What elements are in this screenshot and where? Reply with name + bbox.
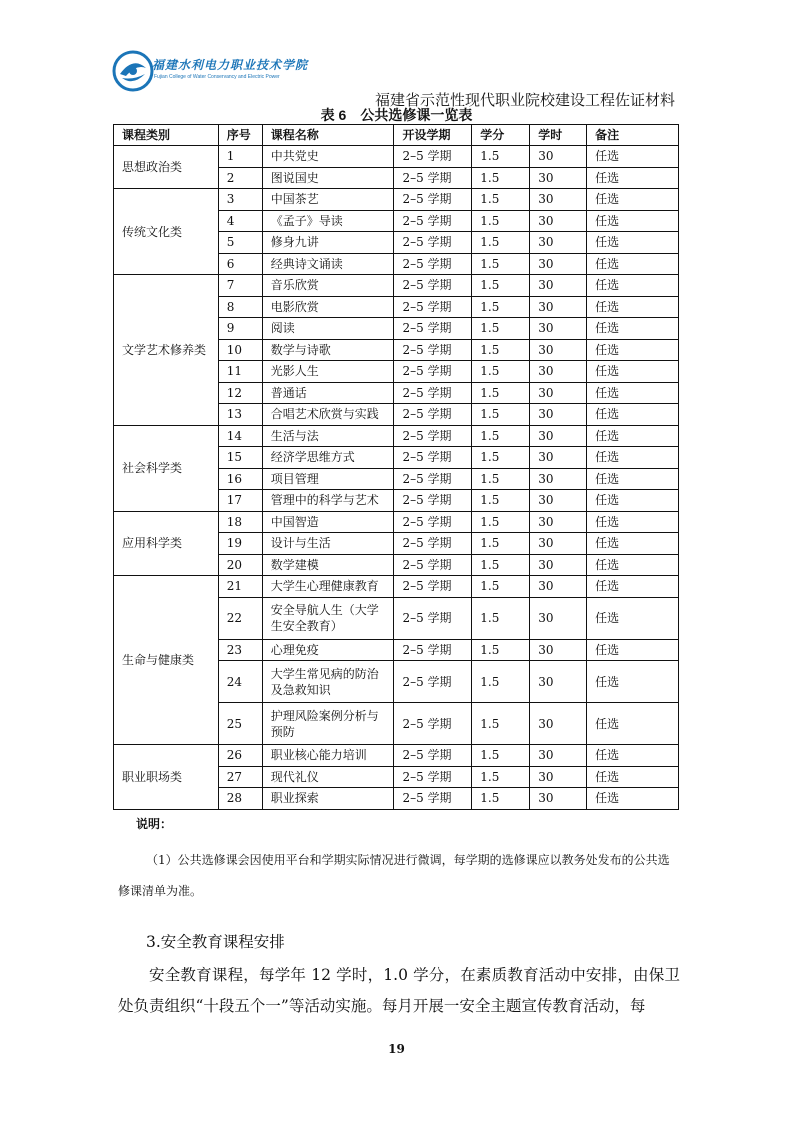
table-row: [114, 146, 679, 168]
table-row: [114, 189, 679, 211]
document-header-title: 福建省示范性现代职业院校建设工程佐证材料: [374, 92, 675, 109]
course-note: 任选: [587, 339, 679, 361]
header-term: 开设学期: [394, 125, 472, 146]
notes-label: 说明：: [136, 817, 173, 831]
course-number: 4: [218, 210, 262, 232]
course-term: 2–5 学期: [394, 468, 472, 490]
course-name: 音乐欣赏: [262, 275, 394, 297]
course-number: 23: [218, 639, 262, 661]
course-hours: 30: [530, 554, 587, 576]
course-number: 24: [218, 661, 262, 703]
table-row: [114, 511, 679, 533]
course-term: 2–5 学期: [394, 766, 472, 788]
course-name: 护理风险案例分析与预防: [262, 703, 394, 745]
course-term: 2–5 学期: [394, 511, 472, 533]
course-name: 项目管理: [262, 468, 394, 490]
course-term: 2–5 学期: [394, 661, 472, 703]
course-term: 2–5 学期: [394, 576, 472, 598]
course-name: 中国茶艺: [262, 189, 394, 211]
course-category: 文学艺术修养类: [114, 275, 219, 426]
course-name: 《孟子》导读: [262, 210, 394, 232]
course-hours: 30: [530, 296, 587, 318]
course-name: 普通话: [262, 382, 394, 404]
courses-table-body: [114, 146, 679, 810]
course-number: 3: [218, 189, 262, 211]
table-header-row: [114, 125, 679, 146]
course-note: 任选: [587, 639, 679, 661]
course-term: 2–5 学期: [394, 597, 472, 639]
course-credit: 1.5: [472, 382, 530, 404]
course-hours: 30: [530, 511, 587, 533]
course-term: 2–5 学期: [394, 253, 472, 275]
course-note: 任选: [587, 597, 679, 639]
course-credit: 1.5: [472, 318, 530, 340]
course-note: 任选: [587, 361, 679, 383]
courses-table: [113, 124, 679, 810]
course-hours: 30: [530, 490, 587, 512]
course-hours: 30: [530, 210, 587, 232]
course-number: 11: [218, 361, 262, 383]
course-hours: 30: [530, 318, 587, 340]
course-credit: 1.5: [472, 339, 530, 361]
course-number: 19: [218, 533, 262, 555]
college-logo: [112, 50, 309, 92]
course-credit: 1.5: [472, 189, 530, 211]
course-category: 社会科学类: [114, 425, 219, 511]
course-name: 管理中的科学与艺术: [262, 490, 394, 512]
course-term: 2–5 学期: [394, 533, 472, 555]
course-number: 27: [218, 766, 262, 788]
course-credit: 1.5: [472, 210, 530, 232]
table-row: [114, 425, 679, 447]
course-term: 2–5 学期: [394, 788, 472, 810]
course-term: 2–5 学期: [394, 425, 472, 447]
course-credit: 1.5: [472, 167, 530, 189]
course-hours: 30: [530, 661, 587, 703]
course-credit: 1.5: [472, 745, 530, 767]
header-hours: 学时: [530, 125, 587, 146]
course-note: 任选: [587, 275, 679, 297]
course-credit: 1.5: [472, 447, 530, 469]
course-hours: 30: [530, 167, 587, 189]
course-number: 2: [218, 167, 262, 189]
course-hours: 30: [530, 361, 587, 383]
course-note: 任选: [587, 318, 679, 340]
course-term: 2–5 学期: [394, 361, 472, 383]
course-number: 7: [218, 275, 262, 297]
course-term: 2–5 学期: [394, 210, 472, 232]
course-note: 任选: [587, 382, 679, 404]
course-name: 图说国史: [262, 167, 394, 189]
table-row: [114, 275, 679, 297]
course-credit: 1.5: [472, 661, 530, 703]
course-credit: 1.5: [472, 554, 530, 576]
course-term: 2–5 学期: [394, 275, 472, 297]
course-hours: 30: [530, 639, 587, 661]
course-hours: 30: [530, 468, 587, 490]
course-note: 任选: [587, 703, 679, 745]
course-number: 18: [218, 511, 262, 533]
course-note: 任选: [587, 146, 679, 168]
course-note: 任选: [587, 447, 679, 469]
header-category: 课程类别: [114, 125, 219, 146]
course-number: 22: [218, 597, 262, 639]
course-term: 2–5 学期: [394, 554, 472, 576]
course-name: 修身九讲: [262, 232, 394, 254]
page-number: 19: [388, 1042, 405, 1056]
college-emblem-icon: [112, 50, 154, 92]
course-number: 17: [218, 490, 262, 512]
course-note: 任选: [587, 468, 679, 490]
course-name: 设计与生活: [262, 533, 394, 555]
course-number: 13: [218, 404, 262, 426]
course-hours: 30: [530, 766, 587, 788]
course-term: 2–5 学期: [394, 232, 472, 254]
course-term: 2–5 学期: [394, 745, 472, 767]
course-note: 任选: [587, 554, 679, 576]
course-name: 经典诗文诵读: [262, 253, 394, 275]
header-course-name: 课程名称: [262, 125, 394, 146]
course-number: 8: [218, 296, 262, 318]
course-name: 中共党史: [262, 146, 394, 168]
logo-subtext: Fujian College of Water Conservancy and Electric Power: [154, 74, 280, 80]
course-hours: 30: [530, 339, 587, 361]
course-hours: 30: [530, 189, 587, 211]
course-hours: 30: [530, 404, 587, 426]
course-credit: 1.5: [472, 146, 530, 168]
course-name: 职业探索: [262, 788, 394, 810]
course-note: 任选: [587, 745, 679, 767]
notes-text: （1）公共选修课会因使用平台和学期实际情况进行微调，每学期的选修课应以教务处发布的公共选修课清单为准。: [118, 853, 670, 898]
course-number: 20: [218, 554, 262, 576]
course-name: 心理免疫: [262, 639, 394, 661]
course-name: 合唱艺术欣赏与实践: [262, 404, 394, 426]
course-name: 生活与法: [262, 425, 394, 447]
course-credit: 1.5: [472, 511, 530, 533]
course-note: 任选: [587, 788, 679, 810]
course-number: 15: [218, 447, 262, 469]
course-note: 任选: [587, 232, 679, 254]
course-credit: 1.5: [472, 296, 530, 318]
course-note: 任选: [587, 576, 679, 598]
course-number: 10: [218, 339, 262, 361]
course-name: 中国智造: [262, 511, 394, 533]
course-hours: 30: [530, 597, 587, 639]
section-paragraph: 安全教育课程，每学年 12 学时，1.0 学分，在素质教育活动中安排，由保卫处负责组织“十段五个一”等活动实施。每月开展一安全主题宣传教育活动，每: [118, 966, 680, 1015]
course-number: 26: [218, 745, 262, 767]
course-category: 应用科学类: [114, 511, 219, 576]
course-number: 21: [218, 576, 262, 598]
header-credit: 学分: [472, 125, 530, 146]
course-name: 光影人生: [262, 361, 394, 383]
course-hours: 30: [530, 533, 587, 555]
course-hours: 30: [530, 788, 587, 810]
section-heading: 3.安全教育课程安排: [146, 933, 285, 951]
course-name: 职业核心能力培训: [262, 745, 394, 767]
course-note: 任选: [587, 533, 679, 555]
logo-text: 福建水利电力职业技术学院: [152, 58, 309, 72]
course-number: 5: [218, 232, 262, 254]
course-term: 2–5 学期: [394, 382, 472, 404]
course-note: 任选: [587, 296, 679, 318]
course-number: 28: [218, 788, 262, 810]
course-term: 2–5 学期: [394, 189, 472, 211]
course-credit: 1.5: [472, 232, 530, 254]
course-note: 任选: [587, 425, 679, 447]
course-number: 6: [218, 253, 262, 275]
course-term: 2–5 学期: [394, 490, 472, 512]
table-row: [114, 576, 679, 598]
course-note: 任选: [587, 766, 679, 788]
course-note: 任选: [587, 210, 679, 232]
course-credit: 1.5: [472, 490, 530, 512]
course-number: 14: [218, 425, 262, 447]
course-credit: 1.5: [472, 468, 530, 490]
course-name: 大学生常见病的防治及急救知识: [262, 661, 394, 703]
course-credit: 1.5: [472, 533, 530, 555]
course-number: 9: [218, 318, 262, 340]
course-credit: 1.5: [472, 576, 530, 598]
course-credit: 1.5: [472, 703, 530, 745]
course-name: 阅读: [262, 318, 394, 340]
course-note: 任选: [587, 511, 679, 533]
course-credit: 1.5: [472, 639, 530, 661]
course-hours: 30: [530, 447, 587, 469]
course-credit: 1.5: [472, 425, 530, 447]
course-category: 职业职场类: [114, 745, 219, 810]
course-term: 2–5 学期: [394, 639, 472, 661]
header-number: 序号: [218, 125, 262, 146]
course-term: 2–5 学期: [394, 318, 472, 340]
course-category: 传统文化类: [114, 189, 219, 275]
course-credit: 1.5: [472, 253, 530, 275]
course-note: 任选: [587, 404, 679, 426]
course-term: 2–5 学期: [394, 404, 472, 426]
course-credit: 1.5: [472, 597, 530, 639]
course-credit: 1.5: [472, 275, 530, 297]
table-row: [114, 745, 679, 767]
course-note: 任选: [587, 167, 679, 189]
course-name: 现代礼仪: [262, 766, 394, 788]
course-name: 大学生心理健康教育: [262, 576, 394, 598]
course-term: 2–5 学期: [394, 339, 472, 361]
table-title: 表 6 公共选修课一览表: [320, 107, 473, 123]
course-credit: 1.5: [472, 766, 530, 788]
course-credit: 1.5: [472, 361, 530, 383]
course-hours: 30: [530, 146, 587, 168]
course-number: 1: [218, 146, 262, 168]
course-number: 12: [218, 382, 262, 404]
course-term: 2–5 学期: [394, 167, 472, 189]
course-note: 任选: [587, 253, 679, 275]
header-note: 备注: [587, 125, 679, 146]
course-term: 2–5 学期: [394, 146, 472, 168]
course-note: 任选: [587, 661, 679, 703]
course-term: 2–5 学期: [394, 447, 472, 469]
course-name: 安全导航人生（大学生安全教育）: [262, 597, 394, 639]
course-hours: 30: [530, 703, 587, 745]
course-category: 思想政治类: [114, 146, 219, 189]
course-hours: 30: [530, 253, 587, 275]
course-hours: 30: [530, 576, 587, 598]
course-category: 生命与健康类: [114, 576, 219, 745]
course-number: 16: [218, 468, 262, 490]
course-term: 2–5 学期: [394, 296, 472, 318]
course-term: 2–5 学期: [394, 703, 472, 745]
course-note: 任选: [587, 490, 679, 512]
course-hours: 30: [530, 382, 587, 404]
course-credit: 1.5: [472, 404, 530, 426]
course-hours: 30: [530, 232, 587, 254]
course-hours: 30: [530, 275, 587, 297]
course-name: 经济学思维方式: [262, 447, 394, 469]
course-hours: 30: [530, 745, 587, 767]
course-credit: 1.5: [472, 788, 530, 810]
course-number: 25: [218, 703, 262, 745]
course-name: 数学与诗歌: [262, 339, 394, 361]
course-note: 任选: [587, 189, 679, 211]
course-name: 数学建模: [262, 554, 394, 576]
course-name: 电影欣赏: [262, 296, 394, 318]
course-hours: 30: [530, 425, 587, 447]
